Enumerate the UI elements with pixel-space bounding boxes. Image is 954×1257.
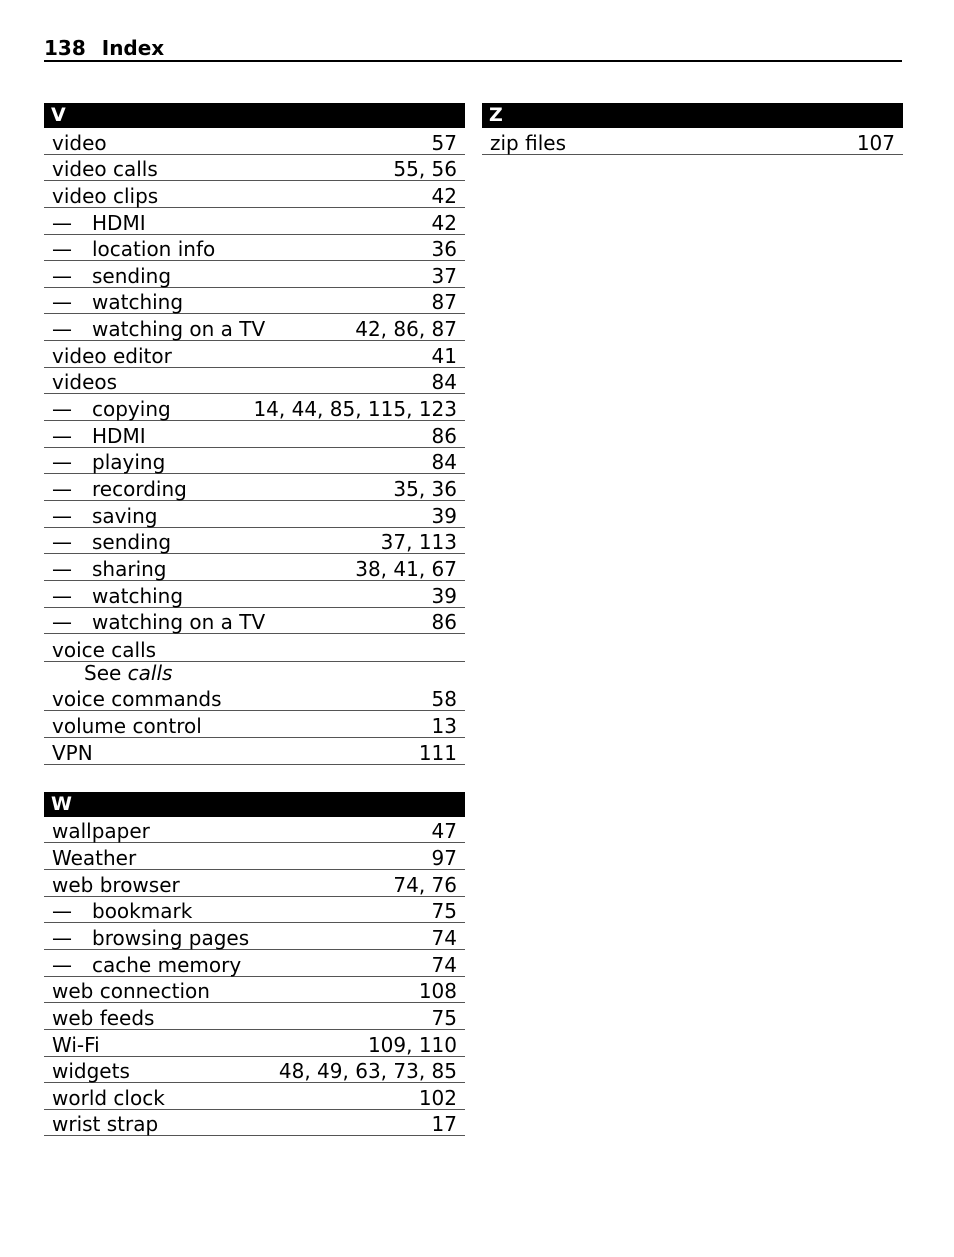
entry-term: [52, 611, 265, 633]
entry-term-text: Wi-Fi: [52, 1032, 100, 1057]
entry-term-text: web browser: [52, 872, 180, 897]
entry-term: [52, 900, 192, 922]
subentry-dash: —: [52, 290, 72, 315]
entry-term: [52, 820, 150, 842]
entry-pages: 87: [431, 290, 457, 315]
entry-pages: 39: [431, 503, 457, 528]
entry-pages: 111: [418, 740, 457, 765]
entry-term-text: location info: [92, 237, 216, 262]
entry-term-text: sending: [92, 263, 172, 288]
index-entry: [482, 128, 903, 155]
index-entry: [44, 448, 465, 475]
index-entry: [44, 1110, 465, 1137]
index-column-right: [482, 103, 903, 155]
entry-term: [52, 639, 156, 661]
index-entry: [44, 870, 465, 897]
entry-pages: 48, 49, 63, 73, 85: [278, 1059, 457, 1084]
entry-term-text: HDMI: [92, 210, 146, 235]
entry-pages: 75: [431, 1005, 457, 1030]
entry-term: [52, 425, 146, 447]
index-entry: [44, 208, 465, 235]
entry-term: [52, 688, 222, 710]
entry-pages: 86: [431, 423, 457, 448]
entry-term-text: copying: [92, 397, 171, 422]
entry-pages: 35, 36: [393, 476, 457, 501]
entry-term: [52, 371, 117, 393]
entry-pages: 38, 41, 67: [355, 556, 457, 581]
entry-term-text: video editor: [52, 343, 172, 368]
entry-term-text: browsing pages: [92, 925, 250, 950]
subentry-dash: —: [52, 556, 72, 581]
entry-term: [52, 318, 265, 340]
entry-term-text: sending: [92, 530, 172, 555]
index-entry: [44, 843, 465, 870]
subentry-dash: —: [52, 610, 72, 635]
subentry-dash: —: [52, 583, 72, 608]
index-section-v: [44, 103, 465, 765]
index-entry: [44, 685, 465, 712]
entry-term-text: watching on a TV: [92, 610, 266, 635]
index-entry: [44, 181, 465, 208]
entry-term-text: voice calls: [52, 637, 157, 662]
subentry-dash: —: [52, 397, 72, 422]
entry-term: [52, 531, 171, 553]
entry-term: [490, 132, 566, 154]
entry-term-text: video clips: [52, 183, 159, 208]
entry-pages: 57: [431, 130, 457, 155]
index-entry: [44, 711, 465, 738]
index-entry: [44, 394, 465, 421]
index-entry: [44, 923, 465, 950]
entry-term-text: widgets: [52, 1059, 130, 1084]
entry-term: [52, 1113, 158, 1135]
entry-pages: 41: [431, 343, 457, 368]
entry-term: [52, 1060, 130, 1082]
entry-term-text: playing: [92, 450, 166, 475]
entry-term-text: cache memory: [92, 952, 242, 977]
entry-pages: 84: [431, 370, 457, 395]
index-entry: [44, 738, 465, 765]
entry-pages: 42: [431, 210, 457, 235]
see-target: calls: [127, 660, 173, 685]
subentry-dash: —: [52, 237, 72, 262]
entry-pages: 47: [431, 819, 457, 844]
entry-term-text: video calls: [52, 157, 158, 182]
index-entry: [44, 314, 465, 341]
entry-term: [52, 927, 249, 949]
index-entry: [44, 421, 465, 448]
index-section-w: [44, 792, 465, 1137]
entry-term: [52, 847, 136, 869]
entry-pages: 84: [431, 450, 457, 475]
index-section-z: [482, 103, 903, 155]
index-entry: [44, 1057, 465, 1084]
entry-term-text: saving: [92, 503, 158, 528]
entry-term: [52, 558, 167, 580]
entry-pages: 14, 44, 85, 115, 123: [253, 397, 457, 422]
entry-term-text: watching: [92, 583, 184, 608]
entry-term-text: recording: [92, 476, 187, 501]
entry-term-text: sharing: [92, 556, 167, 581]
entry-term-text: volume control: [52, 714, 202, 739]
entry-pages: 36: [431, 237, 457, 262]
index-entry: [44, 235, 465, 262]
entry-term: [52, 238, 215, 260]
index-entry: [44, 368, 465, 395]
section-heading: W: [44, 792, 465, 817]
page-title: Index: [101, 36, 165, 60]
entry-pages: 39: [431, 583, 457, 608]
entry-term-text: wrist strap: [52, 1112, 159, 1137]
subentry-dash: —: [52, 925, 72, 950]
index-entry: [44, 977, 465, 1004]
entry-pages: 102: [418, 1085, 457, 1110]
index-entry: [44, 950, 465, 977]
entry-pages: 86: [431, 610, 457, 635]
subentry-dash: —: [52, 450, 72, 475]
entry-pages: 74: [431, 925, 457, 950]
entry-pages: 107: [856, 130, 895, 155]
entry-pages: 97: [431, 846, 457, 871]
entry-pages: 58: [431, 687, 457, 712]
entry-term: [52, 715, 202, 737]
entry-pages: 74: [431, 952, 457, 977]
entry-term-text: web feeds: [52, 1005, 155, 1030]
index-entry: [44, 528, 465, 555]
index-column-left: [44, 103, 465, 1136]
index-entry: [44, 1003, 465, 1030]
entry-term: [52, 1087, 165, 1109]
subentry-dash: —: [52, 263, 72, 288]
index-entry: [44, 817, 465, 844]
index-entry: [44, 474, 465, 501]
subentry-dash: —: [52, 476, 72, 501]
section-heading: V: [44, 103, 465, 128]
entry-term-text: world clock: [52, 1085, 165, 1110]
entry-term-text: wallpaper: [52, 819, 150, 844]
entry-term: [52, 398, 171, 420]
subentry-dash: —: [52, 317, 72, 342]
see-prefix: See: [84, 660, 122, 685]
index-entry: [44, 128, 465, 155]
entry-term: [52, 132, 107, 154]
see-reference: [44, 661, 465, 685]
entry-pages: 37, 113: [380, 530, 457, 555]
index-entry: [44, 501, 465, 528]
subentry-dash: —: [52, 210, 72, 235]
entry-term: [52, 874, 180, 896]
entry-term-text: watching on a TV: [92, 317, 266, 342]
index-entry: [44, 581, 465, 608]
entry-pages: 74, 76: [393, 872, 457, 897]
entry-term-text: web connection: [52, 979, 210, 1004]
entry-pages: 42: [431, 183, 457, 208]
index-entry: [44, 1030, 465, 1057]
entry-term-text: watching: [92, 290, 184, 315]
entry-pages: 75: [431, 899, 457, 924]
entry-term: [52, 291, 183, 313]
entry-pages: 13: [431, 714, 457, 739]
entry-pages: 108: [418, 979, 457, 1004]
entry-term-text: HDMI: [92, 423, 146, 448]
entry-pages: 37: [431, 263, 457, 288]
entry-term: [52, 158, 158, 180]
entry-pages: 42, 86, 87: [355, 317, 457, 342]
page-header: [44, 36, 902, 62]
entry-pages: 55, 56: [393, 157, 457, 182]
section-heading: Z: [482, 103, 903, 128]
subentry-dash: —: [52, 952, 72, 977]
entry-pages: 109, 110: [367, 1032, 457, 1057]
index-entry: [44, 608, 465, 635]
index-entry: [44, 341, 465, 368]
index-entry: [44, 155, 465, 182]
index-entry: [44, 554, 465, 581]
entry-term: [52, 451, 165, 473]
page-number: 138: [44, 36, 86, 60]
entry-term: [52, 1034, 100, 1056]
entry-term: [52, 505, 157, 527]
subentry-dash: —: [52, 503, 72, 528]
entry-term-text: voice commands: [52, 687, 222, 712]
entry-term: [52, 980, 210, 1002]
index-entry: [44, 261, 465, 288]
index-entry: [44, 288, 465, 315]
entry-pages: 17: [431, 1112, 457, 1137]
entry-term-text: videos: [52, 370, 118, 395]
entry-term-text: VPN: [52, 740, 93, 765]
index-entry: [44, 634, 465, 661]
subentry-dash: —: [52, 423, 72, 448]
entry-term-text: video: [52, 130, 107, 155]
entry-term: [52, 212, 146, 234]
entry-term: [52, 954, 241, 976]
subentry-dash: —: [52, 899, 72, 924]
entry-term-text: Weather: [52, 846, 137, 871]
entry-term: [52, 345, 172, 367]
entry-term-text: zip files: [490, 130, 566, 155]
entry-term: [52, 265, 171, 287]
entry-term-text: bookmark: [92, 899, 193, 924]
index-entry: [44, 897, 465, 924]
entry-term: [52, 1007, 154, 1029]
subentry-dash: —: [52, 530, 72, 555]
index-entry: [44, 1083, 465, 1110]
entry-term: [52, 478, 187, 500]
entry-term: [52, 185, 158, 207]
entry-term: [52, 742, 93, 764]
entry-term: [52, 585, 183, 607]
